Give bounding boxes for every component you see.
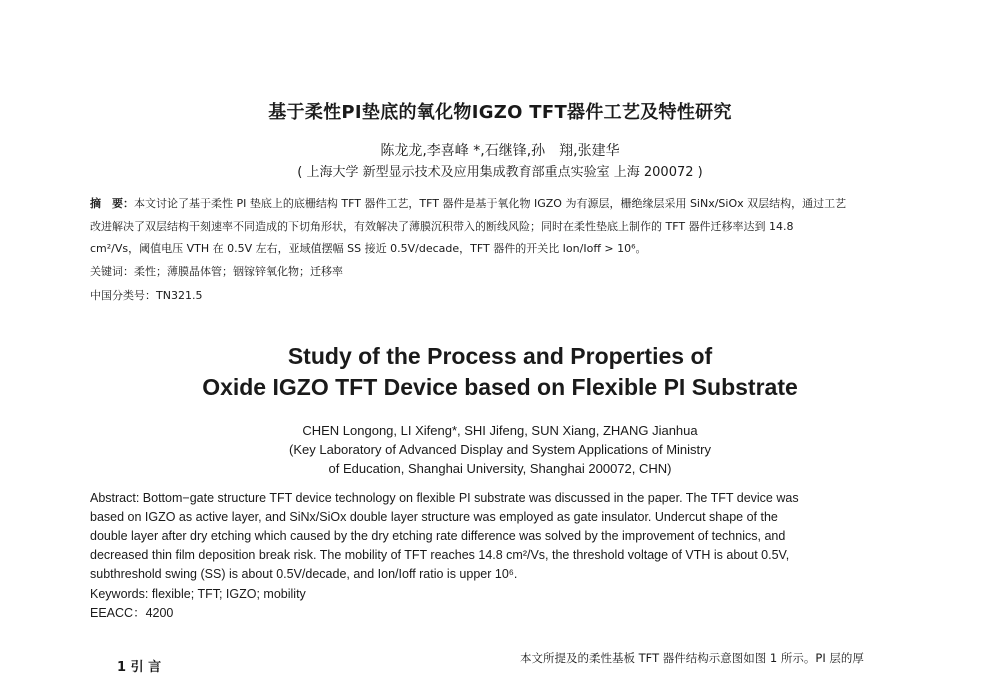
english-abstract-line-5: subthreshold swing (SS) is about 0.5V/decade, and Ion/Ioff ratio is upper 10⁶. [90, 567, 518, 581]
english-keywords: Keywords: flexible; TFT; IGZO; mobility [90, 587, 306, 601]
chinese-abstract-label: 摘 要： [90, 197, 134, 210]
chinese-abstract-line-3: cm²/Vs，阈值电压 VTH 在 0.5V 左右，亚域值摆幅 SS 接近 0.5V/decade，TFT 器件的开关比 Ion/Ioff > 10⁶。 [90, 242, 647, 255]
english-affiliation-line-1: (Key Laboratory of Advanced Display and System Applications of Ministry [289, 442, 711, 457]
english-authors: CHEN Longong, LI Xifeng*, SHI Jifeng, SUN Xiang, ZHANG Jianhua [302, 423, 698, 438]
chinese-keywords: 关键词：柔性；薄膜晶体管；铟镓锌氧化物；迁移率 [90, 265, 343, 278]
english-affiliation-line-2: of Education, Shanghai University, Shanghai 200072, CHN) [328, 461, 672, 476]
chinese-title: 基于柔性PI垫底的氧化物IGZO TFT器件工艺及特性研究 [268, 102, 732, 123]
chinese-abstract-text: 本文讨论了基于柔性 PI 垫底上的底栅结构 TFT 器件工艺，TFT 器件是基于氧化物 IGZO 为有源层，栅绝缘层采用 SiNx/SiOx 双层结构，通过工艺 [134, 197, 847, 210]
chinese-abstract-line-2: 改进解决了双层结构干刻速率不同造成的下切角形状，有效解决了薄膜沉积带入的断线风险；同时在柔性垫底上制作的 TFT 器件迁移率达到 14.8 [90, 220, 794, 233]
english-abstract-line-3: double layer after dry etching which caused by the dry etching rate difference was solved by the improvement of technics, and [90, 529, 786, 543]
english-abstract-line-2: based on IGZO as active layer, and SiNx/SiOx double layer structure was employed as gate insulator. Undercut shape of the [90, 510, 778, 524]
chinese-abstract-line-1 [90, 196, 910, 212]
english-abstract-line-4: decreased thin film deposition break risk. The mobility of TFT reaches 14.8 cm²/Vs, the threshold voltage of VTH is about 0.5V, [90, 548, 790, 562]
english-abstract-line-1: Abstract: Bottom−gate structure TFT device technology on flexible PI substrate was discussed in the paper. The TFT device was [90, 491, 799, 505]
body-right-column-line: 本文所提及的柔性基板 TFT 器件结构示意图如图 1 所示。PI 层的厚 [520, 651, 864, 665]
chinese-classification: 中国分类号：TN321.5 [90, 289, 203, 302]
english-title-line-2: Oxide IGZO TFT Device based on Flexible PI Substrate [202, 374, 798, 400]
english-eeacc: EEACC：4200 [90, 606, 174, 620]
section-heading-introduction: 1 引 言 [117, 660, 162, 675]
english-title-line-1: Study of the Process and Properties of [287, 343, 713, 369]
chinese-authors: 陈龙龙,李喜峰 *,石继锋,孙 翔,张建华 [380, 143, 620, 159]
chinese-affiliation: ( 上海大学 新型显示技术及应用集成教育部重点实验室 上海 200072 ) [297, 165, 703, 180]
